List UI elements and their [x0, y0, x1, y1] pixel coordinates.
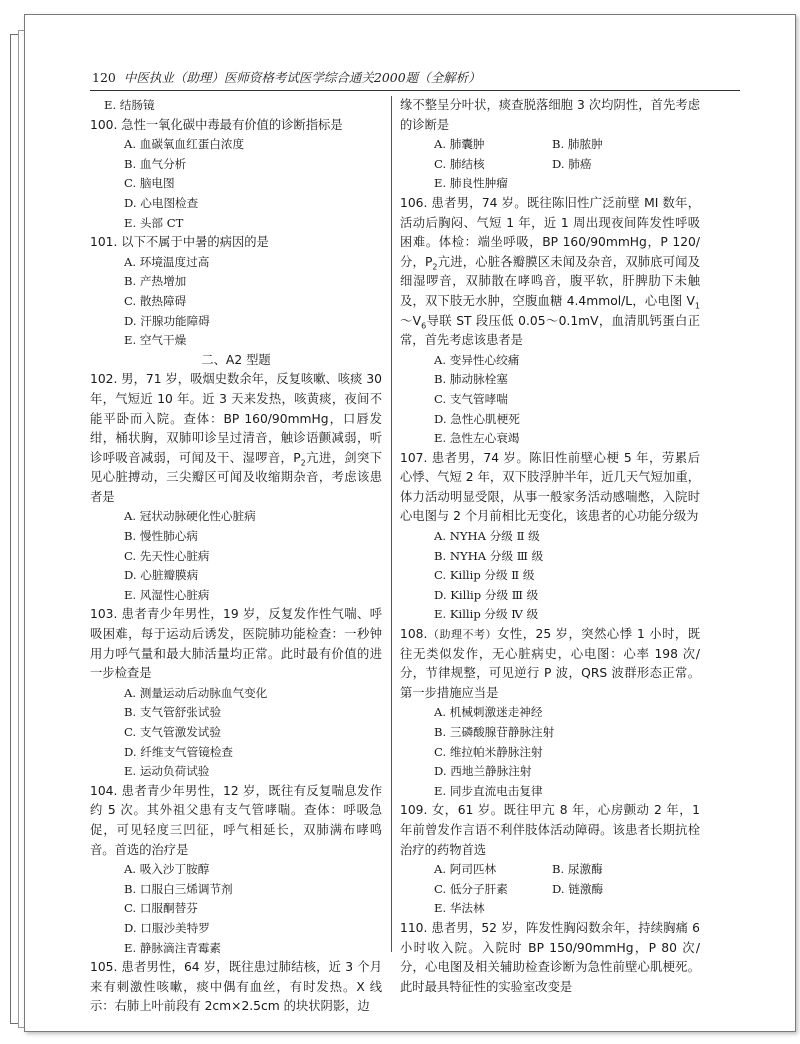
option: A. 吸入沙丁胺醇 — [124, 862, 210, 877]
option: E. 静脉滴注青霉素 — [124, 940, 221, 955]
option-row — [400, 860, 700, 880]
option: A. 变异性心绞痛 — [434, 352, 520, 367]
option: E. 空气干燥 — [124, 333, 187, 348]
left-column — [90, 96, 382, 1017]
column-divider — [391, 96, 392, 952]
option: B. 三磷酸腺苷静脉注射 — [434, 725, 555, 739]
question-stem: 102. 男，71 岁，吸烟史数余年，反复咳嗽、咳痰 30 年，气短近 10 年。近 3 天来发热，咳黄痰，夜间不能平卧而入院。查体：BP 160/90mmHg，口唇发绀，桶状胸，双肺叩诊呈过清音，触诊语颤减弱，听诊呼吸音减弱，可闻及干、湿啰音，$P_2$亢进，剑突下见心脏搏动，三尖瓣区可闻及收缩期杂音，考虑该患者是 — [90, 372, 382, 504]
option: C. Killip 分级 Ⅱ 级 — [434, 568, 535, 583]
option: D. 肺癌 — [552, 156, 592, 171]
section-heading: 二、A2 型题 — [201, 352, 271, 367]
option: B. 尿激酶 — [552, 862, 603, 877]
option: B. NYHA 分级 Ⅲ 级 — [434, 548, 544, 563]
question-stem: 109. 女，61 岁。既往甲亢 8 年，心房颤动 2 年，1 年前曾发作言语不利伴肢体活动障碍。该患者长期抗栓治疗的药物首选 — [400, 803, 700, 857]
option: C. 支气管哮喘 — [434, 391, 508, 406]
option: D. 口服沙美特罗 — [124, 920, 210, 935]
option: C. 肺结核 — [434, 156, 485, 171]
option: C. 口服酮替芬 — [124, 901, 198, 916]
option: E. 头部 CT — [124, 215, 184, 230]
option: D. 心脏瓣膜病 — [124, 568, 199, 583]
option: C. 低分子肝素 — [434, 881, 508, 896]
option: D. 西地兰静脉注射 — [434, 764, 532, 779]
option: D. 急性心肌梗死 — [434, 411, 520, 426]
question-stem: 106. 患者男，74 岁。既往陈旧性广泛前壁 MI 数年，活动后胸闷、气短 1 年，近 1 周出现夜间阵发性呼吸困难。体检：端坐呼吸，BP 160/90mmHg，P 120/分，$P_2$亢进，心脏各瓣膜区未闻及杂音，双肺底可闻及细湿啰音，双肺散在哮鸣音，腹平软，肝脾肋下未触及，双下肢无水肿，空腹血糖 4.4mmol/L，心电图 $V_1\sim V_6$导联 ST 段压低 0.05～0.1mV，血清肌钙蛋白正常，首先考虑该患者是 — [400, 195, 700, 348]
option: D. Killip 分级 Ⅲ 级 — [434, 587, 539, 602]
option: E. 急性左心衰竭 — [434, 431, 520, 446]
question-stem: 100. 急性一氧化碳中毒最有价值的诊断指标是 — [90, 117, 343, 132]
option: D. 链激酶 — [552, 881, 604, 896]
option: B. 血气分析 — [124, 156, 187, 171]
option: B. 产热增加 — [124, 274, 187, 289]
option: A. 机械刺激迷走神经 — [434, 705, 543, 720]
option: C. 维拉帕米静脉注射 — [434, 744, 543, 759]
option: C. 脑电图 — [124, 176, 175, 191]
option: A. 血碳氧血红蛋白浓度 — [124, 137, 245, 152]
question-stem: 107. 患者男，74 岁。陈旧性前壁心梗 5 年，劳累后心悸、气短 2 年，双下肢浮肿半年，近几天气短加重，体力活动明显受限，从事一般家务活动感喘憋，入院时心电图与 2 个月前相比无变化，该患者的心功能分级为 — [400, 450, 700, 524]
option: C. 散热障碍 — [124, 293, 187, 308]
option: D. 汗腺功能障碍 — [124, 313, 210, 328]
exam-note: （助理不考） — [427, 628, 498, 642]
option: E. 运动负荷试验 — [124, 764, 210, 779]
option: A. 环境温度过高 — [124, 254, 210, 269]
option-row — [400, 899, 700, 919]
question-stem: 101. 以下不属于中暑的病因的是 — [90, 235, 269, 250]
option: D. 心电图检查 — [124, 195, 199, 210]
page-number: 120 — [92, 70, 116, 85]
option: A. NYHA 分级 Ⅱ 级 — [434, 529, 540, 544]
option: E. 肺良性肿瘤 — [434, 176, 508, 191]
option-row — [400, 155, 700, 175]
option: D. 纤维支气管镜检查 — [124, 744, 234, 759]
option: C. 先天性心脏病 — [124, 548, 210, 563]
header-rule — [90, 90, 740, 91]
option: E. 同步直流电击复律 — [434, 783, 543, 798]
question-stem: 110. 患者男，52 岁，阵发性胸闷数余年，持续胸痛 6 小时收入院。入院时 BP 150/90mmHg，P 80 次/分，心电图及相关辅助检查诊断为急性前壁心肌梗死。此时最具特征性的实验室改变是 — [400, 920, 700, 994]
option: A. 阿司匹林 — [434, 862, 497, 877]
question-stem: 104. 患者青少年男性，12 岁，既往有反复喘息发作约 5 次。其外祖父患有支气管哮喘。查体：呼吸急促，可见轻度三凹征，呼气相延长，双肺满布哮鸣音。首选的治疗是 — [90, 783, 382, 857]
option: E. 风湿性心脏病 — [124, 587, 210, 602]
option: A. 测量运动后动脉血气变化 — [124, 685, 268, 700]
option: B. 肺脓肿 — [552, 137, 603, 152]
running-header — [92, 68, 712, 90]
option: C. 支气管激发试验 — [124, 725, 221, 739]
option: E. 结肠镜 — [104, 98, 155, 112]
question-stem-continued: 缘不整呈分叶状，痰查脱落细胞 3 次均阴性，首先考虑的诊断是 — [400, 98, 700, 132]
book-title: 中医执业（助理）医师资格考试医学综合通关2000题（全解析） — [123, 70, 481, 85]
option: B. 口服白三烯调节剂 — [124, 881, 233, 896]
option: A. 肺囊肿 — [434, 137, 485, 152]
option: A. 冠状动脉硬化性心脏病 — [124, 509, 256, 524]
option-row — [400, 174, 700, 194]
question-stem: 105. 患者男性，64 岁，既往患过肺结核，近 3 个月来有刺激性咳嗽，痰中偶有血丝，有时发热。X 线示：右肺上叶前段有 2cm×2.5cm 的块状阴影，边 — [90, 960, 382, 1014]
question-stem: 103. 患者青少年男性，19 岁，反复发作性气喘、呼吸困难，每于运动后诱发，医院肺功能检查：一秒钟用力呼气量和最大肺活量均正常。此时最有价值的进一步检查是 — [90, 607, 382, 681]
option: E. 华法林 — [434, 901, 485, 916]
option: B. 慢性肺心病 — [124, 529, 198, 544]
option: B. 肺动脉栓塞 — [434, 372, 508, 387]
option: B. 支气管舒张试验 — [124, 705, 222, 720]
option-row — [400, 880, 700, 900]
option-row — [400, 135, 700, 155]
option: E. Killip 分级 Ⅳ 级 — [434, 607, 539, 622]
right-column — [400, 96, 700, 997]
question-stem: 108.（助理不考）女性，25 岁，突然心悸 1 小时，既往无类似发作，无心脏病史，心电图：心率 198 次/分，节律规整，可见逆行 P 波，QRS 波群形态正常。第一步措施应当是 — [400, 627, 701, 700]
